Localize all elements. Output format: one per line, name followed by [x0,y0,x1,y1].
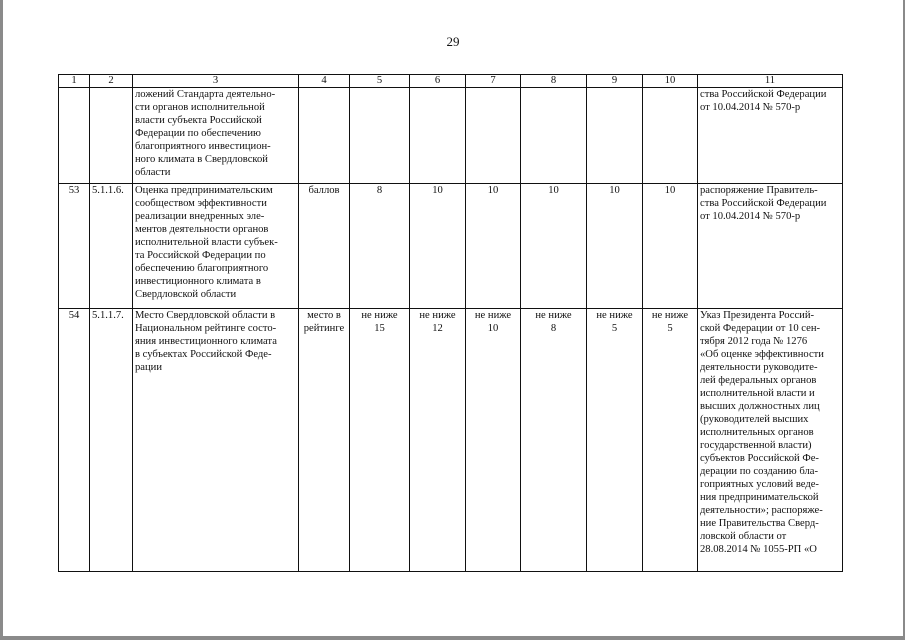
target-value: не ниже 15 [350,309,410,572]
target-value [466,88,521,184]
column-header: 9 [587,75,643,88]
target-value: не ниже 5 [643,309,698,572]
target-value [587,88,643,184]
unit-of-measure [299,88,350,184]
row-number: 53 [59,184,90,309]
target-value [350,88,410,184]
target-value: не ниже 12 [410,309,466,572]
column-header: 4 [299,75,350,88]
table-row [59,309,843,572]
indicator-code: 5.1.1.6. [90,184,133,309]
indicator-name: Место Свердловской области в Национальном рейтинге состо- яния инвестиционного климата в субъектах Российской Феде- рации [133,309,299,572]
column-header: 11 [698,75,843,88]
indicators-table [58,74,843,572]
legal-basis: ства Российской Федерации от 10.04.2014 № 570-р [698,88,843,184]
column-header: 5 [350,75,410,88]
target-value [643,88,698,184]
target-value: 10 [587,184,643,309]
target-value [521,88,587,184]
column-header: 1 [59,75,90,88]
legal-basis: распоряжение Правитель- ства Российской Федерации от 10.04.2014 № 570-р [698,184,843,309]
table-row [59,88,843,184]
table-row [59,184,843,309]
column-header: 2 [90,75,133,88]
indicator-name: ложений Стандарта деятельно- сти органов исполнительной власти субъекта Российской Федерации по обеспечению благоприятного инвестицион- ного климата в Свердловской области [133,88,299,184]
column-number-row [59,75,843,88]
document-page [3,0,903,636]
legal-basis: Указ Президента Россий- ской Федерации от 10 сен- тября 2012 года № 1276 «Об оценке эффективности деятельности руководите- лей федеральных органов исполнительной власти и высших должностных лиц (руководителей высших исполнительных органов государственной власти) субъектов Российской Фе- дерации по созданию бла- гоприятных условий веде- ния предпринимательской деятельности»; распоряже- ние Правительства Сверд- ловской области от 28.08.2014 № 1055-РП «О [698,309,843,572]
column-header: 3 [133,75,299,88]
unit-of-measure: баллов [299,184,350,309]
target-value: 10 [521,184,587,309]
row-number: 54 [59,309,90,572]
column-header: 7 [466,75,521,88]
page-number: 29 [446,34,460,49]
target-value: 10 [466,184,521,309]
target-value: не ниже 8 [521,309,587,572]
column-header: 8 [521,75,587,88]
target-value: 10 [410,184,466,309]
target-value: не ниже 10 [466,309,521,572]
target-value: 10 [643,184,698,309]
row-number [59,88,90,184]
unit-of-measure: место в рейтинге [299,309,350,572]
column-header: 6 [410,75,466,88]
indicator-code [90,88,133,184]
indicator-name: Оценка предпринимательским сообществом эффективности реализации внедренных эле- ментов деятельности органов исполнительной власти субъек- та Российской Федерации по обеспечению благоприятного инвестиционного климата в Свердловской области [133,184,299,309]
target-value [410,88,466,184]
column-header: 10 [643,75,698,88]
target-value: 8 [350,184,410,309]
target-value: не ниже 5 [587,309,643,572]
indicator-code: 5.1.1.7. [90,309,133,572]
